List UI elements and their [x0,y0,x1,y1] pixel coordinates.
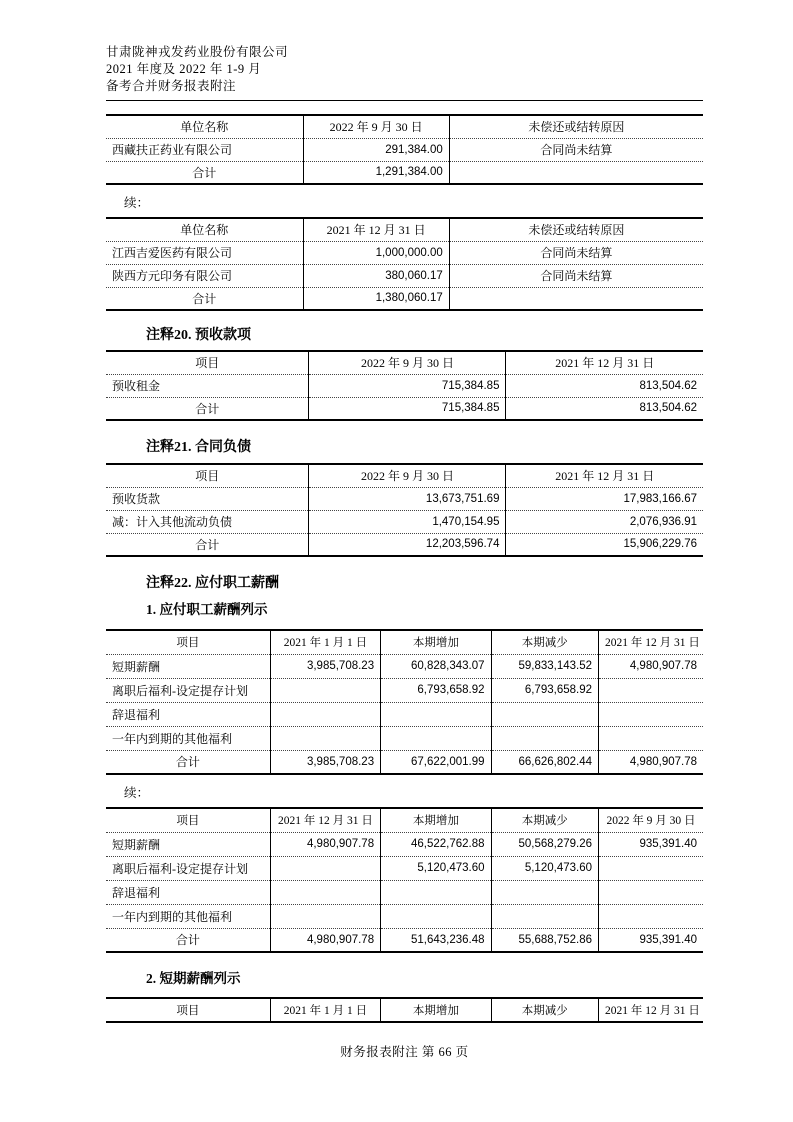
header-row [106,351,703,374]
table-cell: 5,120,473.60 [491,856,598,880]
table-row [106,928,703,952]
table-cell [599,678,704,702]
column-header: 2021 年 12 月 31 日 [555,469,655,484]
table-note21-contract-liabilities [106,463,703,557]
table-cell: 辞退福利 [106,880,270,904]
table-cell: 一年内到期的其他福利 [106,904,270,928]
table-cell: 4,980,907.78 [270,928,380,952]
table-cell: 715,384.85 [309,374,506,397]
table-row [106,750,703,774]
table-cell: 合计 [106,287,303,310]
table-cell: 1,470,154.95 [309,510,506,533]
table-cell [599,880,704,904]
table-row [106,487,703,510]
table-cell: 12,203,596.74 [309,533,506,556]
table-row [106,241,703,264]
column-header: 2021 年 1 月 1 日 [270,998,380,1022]
column-header: 项目 [106,464,309,487]
doc-title: 备考合并财务报表附注 [106,79,237,93]
note20-heading: 注释20. 预收款项 [146,328,251,343]
table-cell: 46,522,762.88 [381,832,491,856]
header-row [106,115,703,138]
note21-heading: 注释21. 合同负债 [146,440,251,455]
table-cell [270,880,380,904]
table-cell: 辞退福利 [106,702,270,726]
table-cell: 66,626,802.44 [491,750,598,774]
header-row [106,808,703,832]
header-row [106,464,703,487]
table-cell: 67,622,001.99 [381,750,491,774]
table-cell [599,904,704,928]
table-cell [270,678,380,702]
column-header: 本期增加 [381,630,491,654]
table-cell: 合计 [106,397,309,420]
table-cell: 60,828,343.07 [381,654,491,678]
table-row [106,726,703,750]
table-cell: 1,000,000.00 [303,241,449,264]
table-row [106,880,703,904]
note22-heading: 注释22. 应付职工薪酬 [146,576,279,591]
report-period: 2021 年度及 2022 年 1-9 月 [106,62,262,76]
column-header: 2021 年 12 月 31 日 [605,637,700,650]
table-cell [270,702,380,726]
table-cell [270,856,380,880]
table-cell: 江西吉爱医药有限公司 [106,241,303,264]
table-cell: 50,568,279.26 [491,832,598,856]
table-cell: 合计 [106,750,270,774]
header-row [106,998,703,1022]
column-header: 本期减少 [491,630,598,654]
column-header: 项目 [106,998,270,1022]
column-header: 本期减少 [491,808,598,832]
column-header: 2021 年 12 月 31 日 [270,808,380,832]
table-cell [491,702,598,726]
table-cell: 4,980,907.78 [599,654,704,678]
table-cell: 6,793,658.92 [381,678,491,702]
table-cell: 短期薪酬 [106,832,270,856]
table-cell [491,880,598,904]
column-header: 2021 年 1 月 1 日 [270,630,380,654]
column-header: 项目 [106,808,270,832]
column-header: 未偿还或结转原因 [528,120,625,135]
table-cell: 合计 [106,161,303,184]
table-cell: 380,060.17 [303,264,449,287]
table-cell [449,161,703,184]
table-note20-advance-receipts [106,350,703,421]
table-cell: 4,980,907.78 [270,832,380,856]
column-header: 本期增加 [381,998,491,1022]
column-header: 2022 年 9 月 30 日 [309,464,506,487]
table-row [106,533,703,556]
table-cell: 一年内到期的其他福利 [106,726,270,750]
column-header: 未偿还或结转原因 [528,223,625,238]
company-name: 甘肃陇神戎发药业股份有限公司 [106,45,289,59]
column-header: 本期增加 [381,808,491,832]
table-row [106,856,703,880]
column-header: 2021 年 12 月 31 日 [605,1005,700,1017]
table-cell: 935,391.40 [599,928,704,952]
sub-heading-short-term-payroll: 2. 短期薪酬列示 [146,971,241,986]
column-header: 项目 [106,630,270,654]
table-cell: 715,384.85 [309,397,506,420]
table-cell: 17,983,166.67 [506,487,703,510]
column-header: 单位名称 [106,218,303,241]
table-advances-2022-09-30 [106,114,703,185]
table-advances-2021-12-31 [106,217,703,311]
table-cell: 813,504.62 [506,397,703,420]
table-cell [599,702,704,726]
table-cell [491,904,598,928]
table-row [106,138,703,161]
table-cell: 离职后福利-设定提存计划 [106,856,270,880]
table-cell: 3,985,708.23 [270,654,380,678]
table-cell [270,904,380,928]
table-row [106,161,703,184]
table-cell: 预收租金 [106,374,309,397]
table-cell [381,702,491,726]
table-cell: 合计 [106,533,309,556]
table-cell: 合同尚未结算 [449,264,703,287]
table-row [106,264,703,287]
page-content [106,0,703,1061]
table-row [106,832,703,856]
header-row [106,630,703,654]
table-row [106,374,703,397]
column-header: 2022 年 9 月 30 日 [303,115,449,138]
table-cell: 西藏扶正药业有限公司 [106,138,303,161]
table-row [106,654,703,678]
table-cell [491,726,598,750]
column-header: 2022 年 9 月 30 日 [606,815,696,828]
table-cell: 59,833,143.52 [491,654,598,678]
table-row [106,510,703,533]
table-cell: 813,504.62 [506,374,703,397]
table-cell: 离职后福利-设定提存计划 [106,678,270,702]
table-short-term-payroll-header [106,997,703,1023]
sub-heading-payroll-list: 1. 应付职工薪酬列示 [146,602,268,617]
column-header: 项目 [106,351,309,374]
table-cell: 15,906,229.76 [506,533,703,556]
column-header: 单位名称 [106,115,303,138]
table-row [106,702,703,726]
table-row [106,904,703,928]
table-cell: 2,076,936.91 [506,510,703,533]
table-cell [270,726,380,750]
table-cell: 51,643,236.48 [381,928,491,952]
column-header: 2021 年 12 月 31 日 [303,218,449,241]
table-cell [381,880,491,904]
table-cell: 预收货款 [106,487,309,510]
table-cell: 1,291,384.00 [303,161,449,184]
document-header [106,44,703,101]
table-note22-payroll-2021 [106,629,703,775]
continued-label: 续： [124,786,150,800]
table-cell [381,726,491,750]
table-note22-payroll-2022 [106,807,703,953]
column-header: 2021 年 12 月 31 日 [555,356,655,371]
table-cell [599,856,704,880]
table-cell: 陕西方元印务有限公司 [106,264,303,287]
table-cell: 4,980,907.78 [599,750,704,774]
table-cell: 5,120,473.60 [381,856,491,880]
table-cell: 短期薪酬 [106,654,270,678]
table-cell [381,904,491,928]
page-footer: 财务报表附注 第 66 页 [340,1045,469,1059]
table-cell: 13,673,751.69 [309,487,506,510]
table-row [106,287,703,310]
header-row [106,218,703,241]
table-cell: 935,391.40 [599,832,704,856]
table-cell: 合同尚未结算 [449,138,703,161]
column-header: 2022 年 9 月 30 日 [309,351,506,374]
table-cell: 减：计入其他流动负债 [106,510,309,533]
table-row [106,678,703,702]
table-cell: 1,380,060.17 [303,287,449,310]
continued-label: 续： [124,196,150,210]
table-cell: 6,793,658.92 [491,678,598,702]
table-cell: 55,688,752.86 [491,928,598,952]
table-cell: 合同尚未结算 [449,241,703,264]
table-cell: 291,384.00 [303,138,449,161]
table-cell: 合计 [106,928,270,952]
table-cell [599,726,704,750]
table-cell: 3,985,708.23 [270,750,380,774]
table-row [106,397,703,420]
table-cell [449,287,703,310]
column-header: 本期减少 [491,998,598,1022]
